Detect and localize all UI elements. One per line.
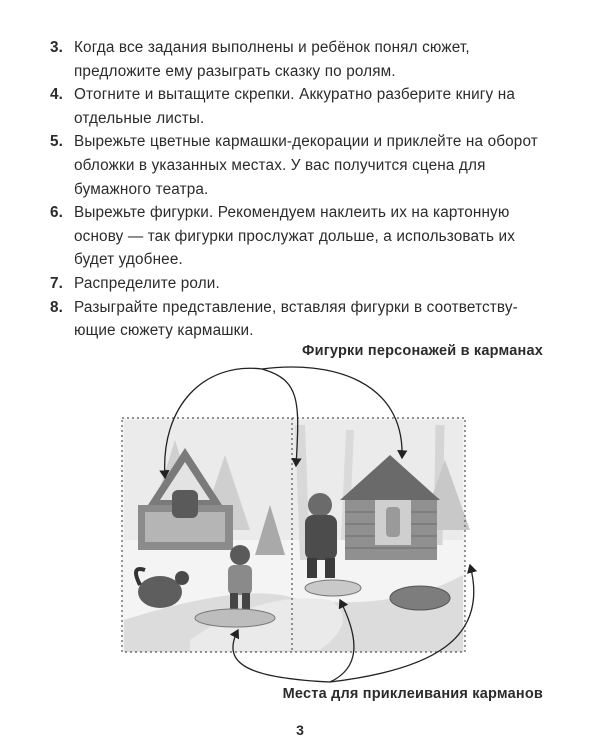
instruction-text: Когда все задания выполнены и ребёнок понял сюжет, предложите ему разыграть сказку по ролям. [74,39,470,80]
places-label: Места для приклеивания карманов [282,686,543,702]
instruction-number: 4. [50,86,64,104]
figures-label: Фигурки персонажей в карманах [302,343,543,359]
pocket-place [195,609,275,627]
page-number: 3 [296,722,304,738]
instruction-number: 3. [50,39,64,56]
instruction-text: Вырежьте цветные кармашки-декорации и приклейте на оборот обложки в указанных местах. У вас получится сцена для бумажного театра. [74,133,538,198]
pocket-place [390,586,450,610]
instruction-number: 8. [50,298,64,316]
instruction-number: 5. [50,133,64,151]
fox-icon [172,490,198,518]
pocket-place [305,580,361,596]
instruction-text: Распределите роли. [74,274,220,292]
instruction-text: Разыграйте представление, вставляя фигурки в соответству-ющие сюжету кармашки. [74,298,518,340]
instruction-number: 7. [50,274,64,292]
instruction-text: Отогните и вытащите скрепки. Аккуратно разберите книгу на отдельные листы. [74,86,515,127]
hare-icon [386,507,400,537]
instruction-text: Вырежьте фигурки. Рекомендуем наклеить их на картонную основу — так фигурки прослужат дольше, а использовать их будет удобнее. [74,204,516,269]
instruction-number: 6. [50,204,64,222]
